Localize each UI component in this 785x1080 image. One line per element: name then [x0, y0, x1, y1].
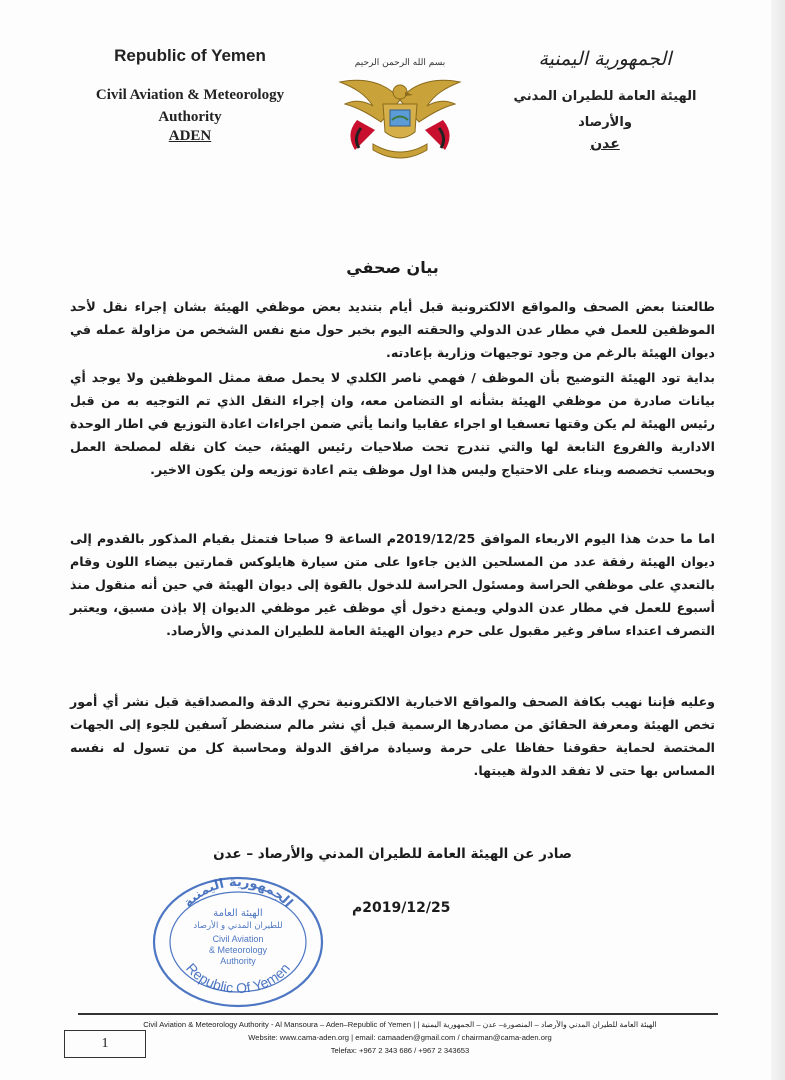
- stamp-ring-en: Republic Of Yemen: [182, 959, 293, 997]
- org-name-ar-line2: والأرصاد: [578, 115, 632, 130]
- stamp-center-en-3: Authority: [220, 956, 256, 966]
- footer-divider: [78, 1013, 718, 1015]
- document-title: بيان صحفي: [346, 258, 439, 277]
- issuer-line: صادر عن الهيئة العامة للطيران المدني والأرصاد – عدن: [213, 846, 572, 862]
- footer-website: Website: www.cama-aden.org | email: camaaden@gmail.com / chairman@cama-aden.org: [248, 1033, 552, 1042]
- city-ar: عدن: [590, 136, 620, 152]
- country-name-ar: الجمهورية اليمنية: [538, 48, 672, 70]
- org-name-en-line1: Civil Aviation & Meteorology: [95, 87, 285, 103]
- paragraph-text: اما ما حدث هذا اليوم الاربعاء الموافق 2019/12/25م الساعة 9 صباحا فتمثل بقيام المذكور بالقدوم إلى ديوان الهيئة رفقة عدد من المسلحين الذين جاءوا على متن سيارة هايلوكس قمارتين بيضاء اللون وقام بالتعدي على موظفي الحراسة ومسئول الحراسة للدخول بالقوة إلى ديوان الهيئة في حين أنه منقول منذ أسبوع للعمل في مطار عدن الدولي ويمنع دخول أي موظف غير موظفي الديوان إلا بإذن مسبق، ويعتبر التصرف اعتداء سافر وغير مقبول على حرم ديوان الهيئة العامة للطيران المدني والأرصاد.: [70, 531, 715, 638]
- page-number-box: 1: [64, 1030, 146, 1058]
- org-name-ar-line1: الهيئة العامة للطيران المدني: [513, 89, 697, 104]
- stamp-ring-ar: الجمهورية اليمنية: [180, 874, 296, 911]
- paragraph-text: وعليه فإننا نهيب بكافة الصحف والمواقع الاخبارية الالكترونية تحري الدقة والمصداقية قبل نشر أي أمور تخص الهيئة ومعرفة الحقائق من مصادرها الرسمية قبل أي نشر مالم سنضطر آسفين للجوء إلى الجهات المختصة لحماية حقوقنا حفاظا على حرمة وسيادة مرافق الدولة ومحاسبة كل من تسول له نفسه المساس بها حتى لا تفقد الدولة هيبتها.: [70, 694, 715, 778]
- stamp-center-ar-1: الهيئة العامة: [213, 908, 263, 919]
- stamp-center-en-1: Civil Aviation: [212, 934, 264, 944]
- official-stamp-icon: [148, 870, 328, 1010]
- footer-address-line: [70, 1018, 730, 1031]
- eagle-emblem-icon: [335, 70, 465, 166]
- paragraph-3: [70, 527, 715, 642]
- stamp-center-ar-2: للطيران المدني و الأرصاد: [193, 921, 283, 931]
- paragraph-2: [70, 366, 715, 481]
- city-en: ADEN: [168, 128, 212, 144]
- footer-phone: Telefax: +967 2 343 686 / +967 2 343653: [330, 1046, 470, 1055]
- header-english: [55, 46, 325, 145]
- footer-address-en: Civil Aviation & Meteorology Authority - Al Mansoura – Aden–Republic of Yemen |: [143, 1020, 416, 1029]
- paragraph-text: بداية تود الهيئة التوضيح بأن الموظف / فهمي ناصر الكلدي لا يحمل صفة ممثل الموظفين ولا يوجد أي بيانات صادرة من موظفي الهيئة بشأنه او التضامن معه، وان إجراء النقل الذي تم التوجيه به من قبل رئيس الهيئة لم يكن وقتها تعسفيا او اجراء عقابيا وانما يأتي ضمن اجراءات اعادة التوزيع في اطار الوحدة الادارية والفروع التابعة لها والتي تندرج تحت صلاحيات رئيس الهيئة، حيث كان نقله لمصلحة العمل وبحسب تخصصه وبناء على الاحتياج وليس هذا اول موظف يتم اعادة توزيعه ولن يكون الاخير.: [70, 370, 715, 477]
- paragraph-text: طالعتنا بعض الصحف والمواقع الالكترونية قبل أيام بتنديد بعض موظفي الهيئة بشان إجراء نقل لأحد الموظفين للعمل في مطار عدن الدولي والحقته اليوم بخبر حول منع نفس الشخص من مزاولة عمله في ديوان الهيئة بالرغم من وجود توجيهات وزارية بإعادته.: [70, 299, 715, 360]
- header-emblem: [320, 58, 480, 166]
- paragraph-1: [70, 295, 715, 364]
- stamp-center-en-2: & Meteorology: [208, 945, 268, 955]
- org-name-en-line2: Authority: [158, 109, 222, 125]
- issue-date: 2019/12/25م: [352, 900, 451, 916]
- header-arabic: [485, 48, 725, 152]
- page-edge-shadow: [771, 0, 785, 1080]
- svg-text:الجمهورية اليمنية: [181, 875, 296, 911]
- footer: [70, 1018, 730, 1057]
- basmala: بسم الله الرحمن الرحيم: [354, 58, 446, 68]
- country-name-en: Republic of Yemen: [114, 46, 266, 65]
- footer-address-ar: الهيئة العامة للطيران المدني والأرصاد – المنصورة– عدن – الجمهورية اليمنية |: [417, 1020, 657, 1029]
- paragraph-4: [70, 690, 715, 782]
